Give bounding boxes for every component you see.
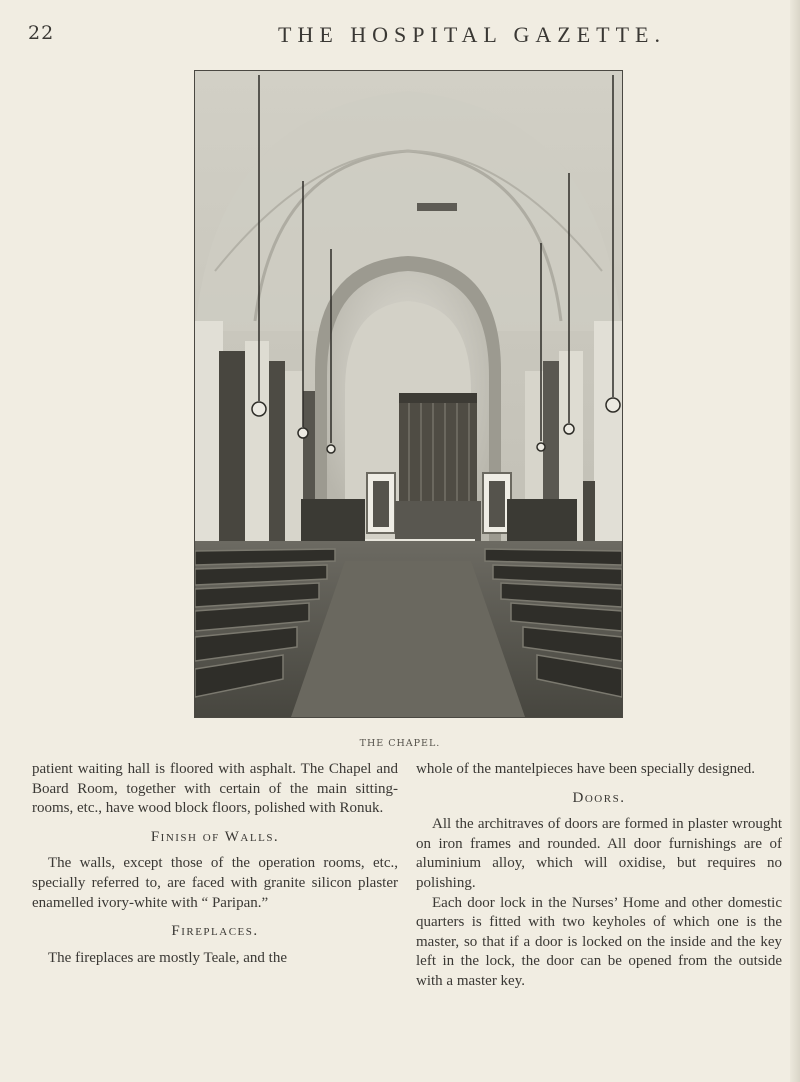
heading-fireplaces: Fireplaces. [171,923,259,940]
right-paragraph-3: Each door lock in the Nurses’ Home and other domestic quarters is fitted with two keyholes of which one is the master, so that if a door is locked on the inside and the key left in the lock, the door can be opened from the outside with a master key. [416,894,782,989]
chapel-photo [194,70,623,718]
page-header [28,22,778,50]
running-head: THE HOSPITAL GAZETTE. [278,22,666,47]
left-paragraph-3: The fireplaces are mostly Teale, and the [48,949,287,966]
left-paragraph-1: patient waiting hall is floored with asphalt. The Chapel and Board Room, together with certain of the main sitting-rooms, etc., have wood block floors, polished with Ronuk. [32,761,398,817]
left-paragraph-2: The walls, except those of the operation rooms, etc., specially referred to, are faced with granite silicon plaster enamelled ivory-white with “ Paripan.” [32,855,398,911]
page-number: 22 [28,22,55,44]
page-edge-shadow [790,0,800,1082]
figure-caption: THE CHAPEL. [359,738,441,749]
heading-doors: Doors. [572,789,626,806]
right-column [416,760,782,992]
right-paragraph-1: whole of the mantelpieces have been specially designed. [416,761,756,777]
heading-finish-of-walls: Finish of Walls. [150,828,280,845]
chapel-interior-illustration [195,71,622,717]
left-column [32,760,398,968]
right-paragraph-2: All the architraves of doors are formed in plaster wrought on iron frames and rounded. All door furnishings are of aluminium alloy, which will oxidise, but requires no polishing. [416,816,782,891]
